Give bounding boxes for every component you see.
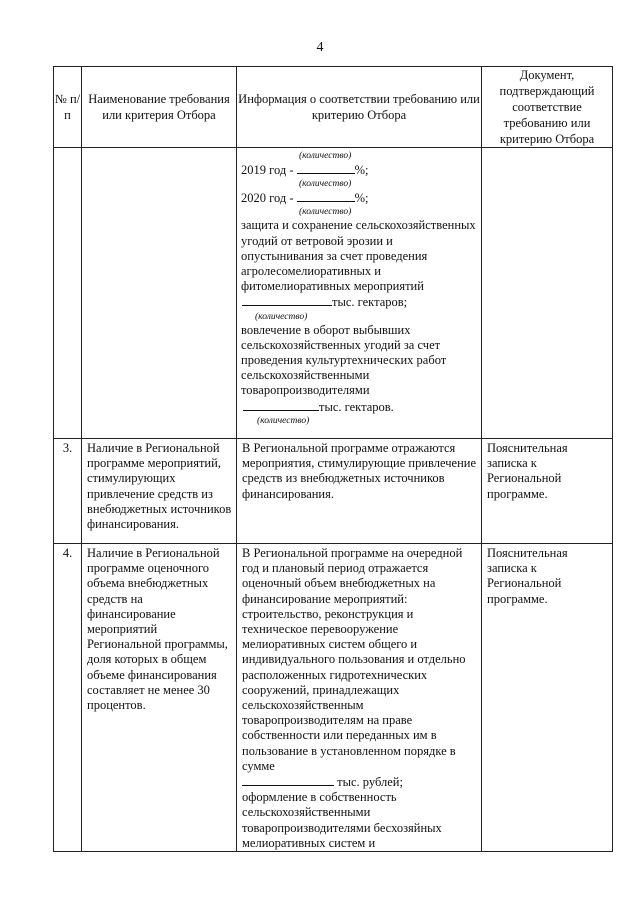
blank-field <box>243 399 319 411</box>
hectares-unit: тыс. гектаров. <box>319 399 394 414</box>
involvement-text: вовлечение в оборот выбывших сельскохозяйственных угодий за счет проведения культуртехнических работ сельскохозяйственными товаропроизводителями <box>241 322 447 398</box>
cell-requirement: Наличие в Региональной программе мероприятий, стимулирующих привлечение средств из внебюджетных источников финансирования. <box>82 439 237 544</box>
percent-sign: %; <box>354 191 369 206</box>
percent-sign: %; <box>354 163 369 177</box>
cell-requirement <box>82 148 237 439</box>
cell-information <box>237 148 482 439</box>
year-2019-line <box>241 162 477 178</box>
info-text-continued: оформление в собственность сельскохозяйственными товаропроизводителями бесхозяйных мелиоративных систем и <box>242 790 442 850</box>
page-number: 4 <box>316 40 324 55</box>
sum-unit: тыс. рублей; <box>337 775 403 790</box>
hectares-line <box>241 399 477 415</box>
hectares-line <box>241 294 477 310</box>
table-row <box>54 439 613 544</box>
cell-document <box>482 148 613 439</box>
cell-information <box>237 544 482 852</box>
info-text: В Региональной программе на очередной год и плановый период отражается оценочный объем внебюджетных на финансирование мероприятий: строительство, реконструкция и техническое перевооружение мелиоративных систем общего и индивидуального пользования и отдельно расположенных гидротехнических сооружений, принадлежащих сельскохозяйственным товаропроизводителям на праве собственности или переданных им в пользование в установленном порядке в сумме <box>242 546 466 773</box>
table-row-continuation <box>54 148 613 439</box>
table-row <box>54 544 613 852</box>
qty-caption: (количество) <box>257 415 310 426</box>
year-2020-line <box>241 190 477 206</box>
blank-field <box>297 190 355 202</box>
cell-document: Пояснительная записка к Региональной программе. <box>482 544 613 852</box>
header-number: № п/п <box>54 67 82 148</box>
year-2020-label: 2020 год - <box>241 191 294 206</box>
year-2019-label: 2019 год - <box>241 163 294 177</box>
cell-number: 4. <box>54 544 82 852</box>
header-document: Документ, подтверждающий соответствие требованию или критерию Отбора <box>482 67 613 148</box>
blank-field <box>242 294 332 306</box>
cell-number <box>54 148 82 439</box>
table-header-row <box>54 67 613 148</box>
cell-document: Пояснительная записка к Региональной программе. <box>482 439 613 544</box>
cell-number: 3. <box>54 439 82 544</box>
hectares-unit: тыс. гектаров; <box>332 295 408 310</box>
blank-field <box>297 162 355 174</box>
blank-field <box>242 774 334 786</box>
requirements-table <box>53 66 613 852</box>
sum-line <box>242 774 477 790</box>
qty-caption: (количество) <box>299 151 352 161</box>
cell-requirement: Наличие в Региональной программе оценочного объема внебюджетных средств на финансирование мероприятий Региональной программы, доля которых в общем объеме финансирования составляет не менее 30 процентов. <box>82 544 237 852</box>
qty-caption: (количество) <box>299 179 352 190</box>
protection-text: защита и сохранение сельскохозяйственных угодий от ветровой эрозии и опустынивания за счет проведения агролесомелиоративных и фитомелиоративных мероприятий <box>241 218 476 294</box>
qty-caption: (количество) <box>299 207 352 218</box>
header-requirement: Наименование требования или критерия Отбора <box>82 67 237 148</box>
cell-information: В Региональной программе отражаются мероприятия, стимулирующие привлечение средств из внебюджетных источников финансирования. <box>237 439 482 544</box>
header-information: Информация о соответствии требованию или критерию Отбора <box>237 67 482 148</box>
qty-caption: (количество) <box>255 311 308 322</box>
